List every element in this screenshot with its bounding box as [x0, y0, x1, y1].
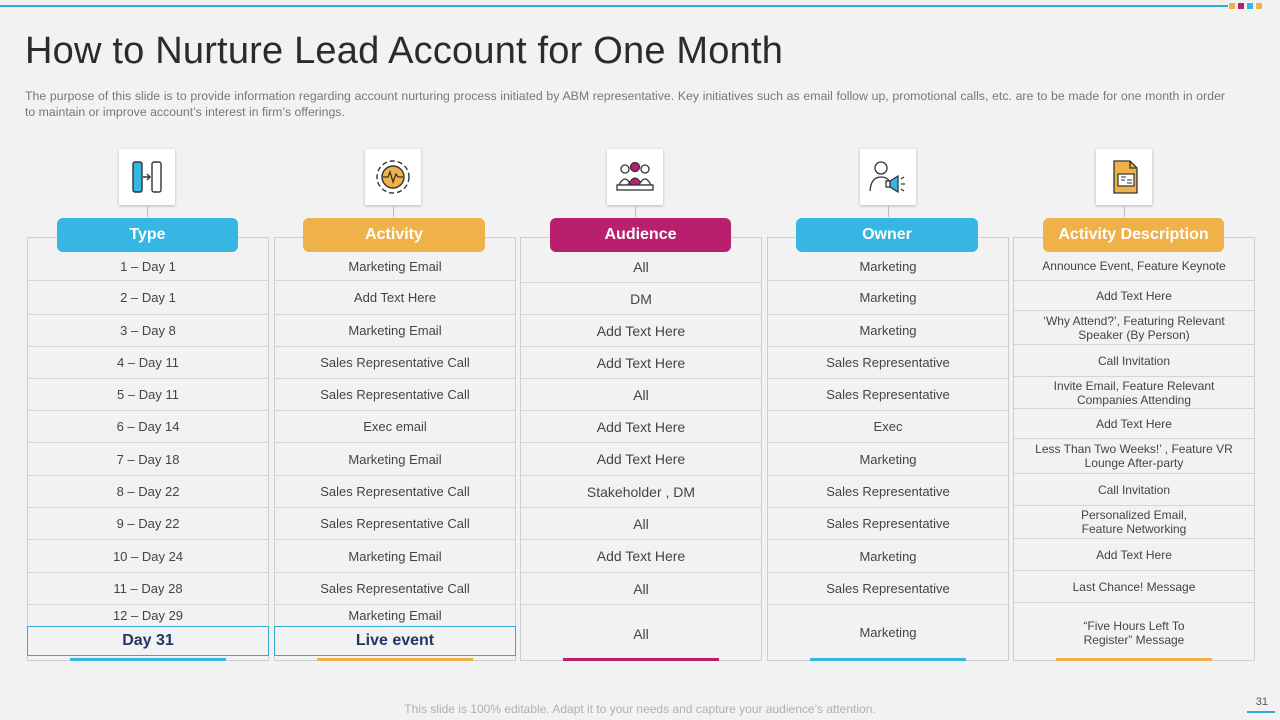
- table-cell: 9 – Day 22: [28, 507, 268, 539]
- table-cell: Sales Representative Call: [275, 572, 515, 604]
- table-cell: Sales Representative Call: [275, 378, 515, 410]
- table-cell: Sales Representative Call: [275, 507, 515, 539]
- document-icon: [1096, 149, 1152, 205]
- header-activity-description: Activity Description: [1043, 218, 1224, 252]
- table-cell: 1 – Day 1: [120, 258, 176, 274]
- table-cell: 6 – Day 14: [28, 410, 268, 442]
- table-cell: Add Text Here: [521, 539, 761, 572]
- connector: [635, 205, 636, 217]
- table-cell: Stakeholder , DM: [521, 475, 761, 507]
- header-owner: Owner: [796, 218, 978, 252]
- table-cell: Invite Email, Feature Relevant Companies Attending: [1014, 376, 1254, 408]
- connector: [393, 205, 394, 217]
- table-cell: DM: [521, 282, 761, 314]
- table-cell: Sales Representative Call: [275, 475, 515, 507]
- column-type: [27, 237, 269, 661]
- column-underline: [70, 658, 226, 661]
- table-cell: 8 – Day 22: [28, 475, 268, 507]
- header-type: Type: [57, 218, 238, 252]
- table-cell: Personalized Email, Feature Networking: [1014, 505, 1254, 538]
- gear-pulse-icon: [365, 149, 421, 205]
- header-activity: Activity: [303, 218, 485, 252]
- table-cell: All: [521, 507, 761, 539]
- table-cell: Marketing: [768, 280, 1008, 314]
- table-cell: ‘Why Attend?’, Featuring Relevant Speaker (By Person): [1014, 310, 1254, 344]
- column-underline: [1056, 658, 1212, 661]
- table-cell: 10 – Day 24: [28, 539, 268, 572]
- table-cell: All: [521, 572, 761, 604]
- connector: [1124, 205, 1125, 217]
- table-cell: Add Text Here: [521, 410, 761, 442]
- table-cell: Sales Representative: [768, 475, 1008, 507]
- page-title: How to Nurture Lead Account for One Month: [25, 30, 784, 72]
- table-cell: Call Invitation: [1014, 473, 1254, 505]
- table-cell: Marketing: [768, 314, 1008, 346]
- table-cell: Add Text Here: [1014, 280, 1254, 310]
- table-cell: Sales Representative: [768, 507, 1008, 539]
- transfer-icon: [119, 149, 175, 205]
- table-cell: Marketing: [768, 442, 1008, 475]
- table-cell: Exec email: [275, 410, 515, 442]
- footer-note: This slide is 100% editable. Adapt it to your needs and capture your audience’s attention.: [404, 702, 876, 716]
- page-number-underline: [1247, 711, 1275, 713]
- highlight-cell: Day 31: [27, 626, 269, 656]
- highlight-cell: Live event: [274, 626, 516, 656]
- column-activity: [274, 237, 516, 661]
- table-cell: Marketing Email: [275, 442, 515, 475]
- table-cell: Sales Representative Call: [275, 346, 515, 378]
- table-cell: 12 – Day 29: [28, 604, 268, 626]
- megaphone-person-icon: [860, 149, 916, 205]
- table-cell: Sales Representative: [768, 346, 1008, 378]
- table-cell: Call Invitation: [1014, 344, 1254, 376]
- table-cell: All: [521, 378, 761, 410]
- table-cell: 7 – Day 18: [28, 442, 268, 475]
- table-cell: All: [521, 604, 761, 662]
- table-cell: Add Text Here: [521, 346, 761, 378]
- table-cell: Marketing Email: [275, 314, 515, 346]
- column-owner: [767, 237, 1009, 661]
- column-description: [1013, 237, 1255, 661]
- table-cell: Add Text Here: [1014, 408, 1254, 438]
- table-cell: 11 – Day 28: [28, 572, 268, 604]
- table-cell: 5 – Day 11: [28, 378, 268, 410]
- table-cell: Marketing: [768, 539, 1008, 572]
- table-cell: Exec: [768, 410, 1008, 442]
- table-cell: 4 – Day 11: [28, 346, 268, 378]
- table-cell: Announce Event, Feature Keynote: [1042, 259, 1226, 273]
- connector: [147, 205, 148, 217]
- column-underline: [317, 658, 473, 661]
- table-cell: Marketing Email: [348, 258, 442, 274]
- table-cell: Last Chance! Message: [1014, 570, 1254, 602]
- table-cell: Sales Representative: [768, 572, 1008, 604]
- top-rule: [0, 5, 1228, 7]
- page-subtitle: The purpose of this slide is to provide information regarding account nurturing process initiated by ABM representative. Key initiatives such as email follow up, promotional calls, etc. are to be made for one month in order to maintain or improve account’s interest in firm’s offerings.: [25, 89, 1225, 119]
- table-cell: All: [633, 259, 649, 275]
- table-cell: Sales Representative: [768, 378, 1008, 410]
- column-audience: [520, 237, 762, 661]
- page-number: 31: [1255, 696, 1268, 708]
- column-underline: [563, 658, 719, 661]
- table-cell: 3 – Day 8: [28, 314, 268, 346]
- top-dots: [1229, 3, 1262, 9]
- table-cell: Less Than Two Weeks!’ , Feature VR Lounge After-party: [1014, 438, 1254, 473]
- table-cell: 2 – Day 1: [28, 280, 268, 314]
- table-cell: “Five Hours Left To Register” Message: [1014, 602, 1254, 662]
- table-cell: Add Text Here: [521, 314, 761, 346]
- header-audience: Audience: [550, 218, 731, 252]
- table-cell: Marketing Email: [275, 604, 515, 626]
- audience-icon: [607, 149, 663, 205]
- table-cell: Marketing: [768, 604, 1008, 660]
- table-cell: Add Text Here: [1014, 538, 1254, 570]
- connector: [888, 205, 889, 217]
- table-cell: Add Text Here: [521, 442, 761, 475]
- table-cell: Add Text Here: [275, 280, 515, 314]
- column-underline: [810, 658, 966, 661]
- table-cell: Marketing Email: [275, 539, 515, 572]
- table-cell: Marketing: [859, 258, 917, 274]
